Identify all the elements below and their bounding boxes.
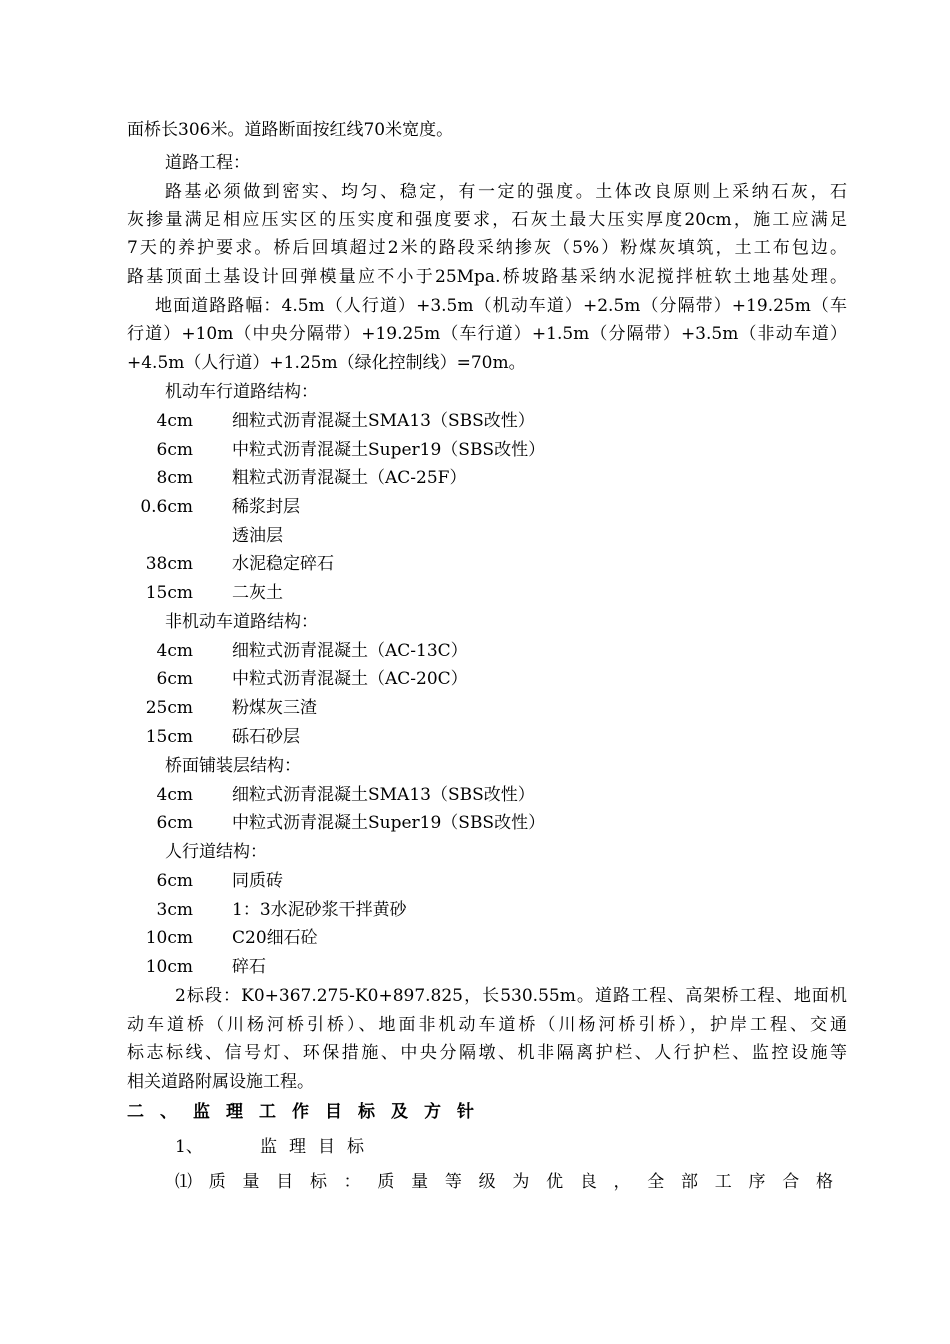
goal-char: 质 (377, 1172, 397, 1192)
goal-char: 部 (681, 1172, 701, 1192)
roadway-width-line-1: 地面道路路幅：4.5m（人行道）+3.5m（机动车道）+2.5m（分隔带）+19.25m（车 (155, 296, 847, 316)
goal-char: 格 (815, 1172, 835, 1192)
subgrade-paragraph-line-2: 灰掺量满足相应压实区的压实度和强度要求，石灰土最大压实厚度20cm，施工应满足 (127, 210, 847, 230)
layer-material: 中粒式沥青混凝土（AC-20C） (232, 669, 468, 689)
layer-material: 中粒式沥青混凝土Super19（SBS改性） (232, 440, 546, 460)
layer-material: 透油层 (232, 526, 283, 546)
layer-row (0, 522, 950, 551)
goal-char: ： (343, 1172, 363, 1192)
layer-thickness: 15cm (145, 727, 193, 747)
layer-row (0, 550, 950, 579)
goal-char: ， (613, 1172, 633, 1192)
layer-material: 粗粒式沥青混凝土（AC-25F） (232, 468, 467, 488)
goal-char: 量 (411, 1172, 431, 1192)
layer-row (0, 924, 950, 953)
layer-row (0, 809, 950, 838)
layer-material: 二灰土 (232, 583, 283, 603)
layer-thickness: 38cm (145, 554, 193, 574)
goal-char: 良 (579, 1172, 599, 1192)
layer-thickness: 6cm (156, 669, 193, 689)
quality-goal-line (175, 1168, 835, 1197)
subsection-title: 监理目标 (260, 1137, 376, 1157)
layer-thickness: 10cm (145, 928, 193, 948)
sidewalk-structure-title: 人行道结构： (165, 842, 267, 862)
layer-row (0, 723, 950, 752)
layer-thickness: 4cm (156, 641, 193, 661)
goal-char: 合 (782, 1172, 802, 1192)
paragraph-bridge-length: 面桥长306米。道路断面按红线70米宽度。 (127, 120, 454, 140)
layer-material: 水泥稳定碎石 (232, 554, 334, 574)
layer-material: 细粒式沥青混凝土（AC-13C） (232, 641, 468, 661)
goal-char: 等 (444, 1172, 464, 1192)
layer-material: 同质砖 (232, 871, 283, 891)
goal-char: 全 (647, 1172, 667, 1192)
layer-row (0, 665, 950, 694)
layer-material: C20细石砼 (232, 928, 318, 948)
roadway-width-line-3: +4.5m（人行道）+1.25m（绿化控制线）=70m。 (127, 353, 526, 373)
nonmotor-road-structure-title: 非机动车道路结构： (165, 612, 318, 632)
layer-row (0, 953, 950, 982)
layer-material: 中粒式沥青混凝土Super19（SBS改性） (232, 813, 546, 833)
layer-row (0, 436, 950, 465)
layer-row (0, 781, 950, 810)
layer-row (0, 464, 950, 493)
layer-thickness: 15cm (145, 583, 193, 603)
layer-row (0, 896, 950, 925)
layer-material: 1：3水泥砂浆干拌黄砂 (232, 900, 407, 920)
layer-row (0, 407, 950, 436)
layer-row (0, 867, 950, 896)
goal-char: 级 (478, 1172, 498, 1192)
goal-char: ⑴ (175, 1172, 194, 1192)
layer-material: 砾石砂层 (232, 727, 300, 747)
layer-thickness: 0.6cm (140, 497, 193, 517)
layer-material: 稀浆封层 (232, 497, 300, 517)
lot2-paragraph-line-3: 标志标线、信号灯、环保措施、中央分隔墩、机非隔离护栏、人行护栏、监控设施等 (127, 1043, 847, 1063)
lot2-paragraph-line-2: 动车道桥（川杨河桥引桥）、地面非机动车道桥（川杨河桥引桥），护岸工程、交通 (127, 1015, 847, 1035)
layer-thickness: 3cm (156, 900, 193, 920)
motor-road-structure-title: 机动车行道路结构： (165, 382, 318, 402)
lot2-paragraph-line-1: 2标段：K0+367.275-K0+897.825，长530.55m。道路工程、高架桥工程、地面机 (175, 986, 847, 1006)
goal-char: 质 (208, 1172, 228, 1192)
subgrade-paragraph-line-1: 路基必须做到密实、均匀、稳定，有一定的强度。土体改良原则上采纳石灰，石 (165, 182, 847, 202)
bridge-deck-structure-title: 桥面铺装层结构： (165, 756, 301, 776)
layer-material: 细粒式沥青混凝土SMA13（SBS改性） (232, 411, 535, 431)
subsection-number: 1、 (175, 1137, 203, 1157)
lot2-paragraph-line-4: 相关道路附属设施工程。 (127, 1072, 314, 1092)
layer-thickness: 6cm (156, 871, 193, 891)
layer-material: 粉煤灰三渣 (232, 698, 317, 718)
layer-thickness: 10cm (145, 957, 193, 977)
goal-char: 优 (546, 1172, 566, 1192)
subsection-heading (175, 1133, 475, 1162)
layer-material: 细粒式沥青混凝土SMA13（SBS改性） (232, 785, 535, 805)
goal-char: 为 (512, 1172, 532, 1192)
road-engineering-label: 道路工程： (165, 153, 250, 173)
layer-thickness: 4cm (156, 785, 193, 805)
goal-char: 目 (276, 1172, 296, 1192)
layer-row (0, 637, 950, 666)
layer-thickness: 25cm (145, 698, 193, 718)
layer-thickness: 8cm (156, 468, 193, 488)
layer-thickness: 6cm (156, 813, 193, 833)
layer-row (0, 493, 950, 522)
layer-row (0, 694, 950, 723)
goal-char: 序 (748, 1172, 768, 1192)
goal-char: 量 (242, 1172, 262, 1192)
layer-thickness: 4cm (156, 411, 193, 431)
goal-char: 工 (714, 1172, 734, 1192)
roadway-width-line-2: 行道）+10m（中央分隔带）+19.25m（车行道）+1.5m（分隔带）+3.5m（非动车道） (127, 324, 847, 344)
layer-material: 碎石 (232, 957, 266, 977)
section-heading: 二、监理工作目标及方针 (127, 1102, 490, 1122)
subgrade-paragraph-line-4: 路基顶面土基设计回弹模量应不小于25Mpa.桥坡路基采纳水泥搅拌桩软土地基处理。 (127, 267, 847, 287)
goal-char: 标 (309, 1172, 329, 1192)
layer-row (0, 579, 950, 608)
subgrade-paragraph-line-3: 7天的养护要求。桥后回填超过2米的路段采纳掺灰（5%）粉煤灰填筑，土工布包边。 (127, 238, 847, 258)
layer-thickness: 6cm (156, 440, 193, 460)
